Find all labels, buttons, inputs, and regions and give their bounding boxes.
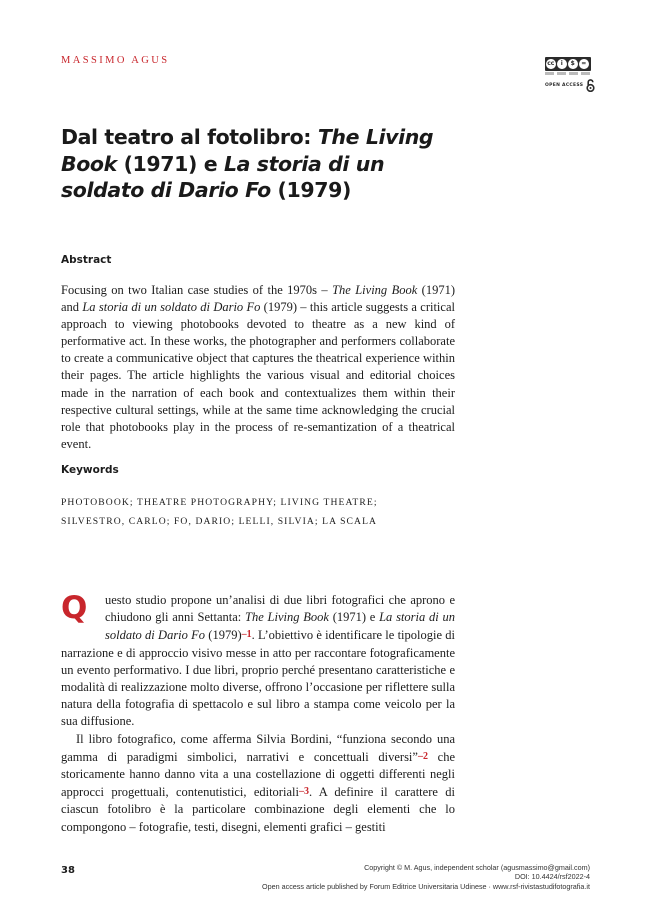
footnote-ref-2[interactable]: –2	[417, 750, 428, 762]
keywords-line-2: SILVESTRO, CARLO; FO, DARIO; LELLI, SILVIA; LA SCALA	[61, 516, 378, 527]
nc-icon: $	[568, 59, 578, 69]
nd-icon: =	[579, 59, 589, 69]
footnote-ref-3[interactable]: –3	[298, 786, 309, 798]
open-access-label: OPEN ACCESS	[545, 83, 584, 88]
drop-cap: Q	[61, 590, 88, 626]
footer-doi: DOI: 10.4424/rsf2022-4	[514, 872, 590, 882]
author-name: MASSIMO AGUS	[61, 55, 170, 66]
article-title: Dal teatro al fotolibro: The Living Book (1971) e La storia di un soldato di Dario Fo (1979)	[61, 125, 434, 202]
footnote-ref-1[interactable]: –1	[241, 629, 252, 641]
footer-info	[262, 863, 590, 891]
footer-publisher: Open access article published by Forum Editrice Universitaria Udinese · www.rsf-rivistastudifotografia.it	[262, 881, 590, 891]
abstract-text: Focusing on two Italian case studies of the 1970s – The Living Book (1971) and La storia di un soldato di Dario Fo (1979) – this article suggests a critical approach to viewing photobooks devoted to theatre as a new kind of performative act. In these works, the photographer and performers collaborate to create a communicative object that captures the theatrical experience within their pages. The article highlights the various visual and editorial choices made in the narration of each book and contextualizes them within their respective cultural settings, while at the same time acknowledging the crucial role that photobooks play in the process of re-semantization of a theatrical event.	[61, 283, 455, 451]
cc-icon: cc	[547, 60, 555, 67]
page-number: 38	[61, 865, 75, 876]
paragraph-2: Il libro fotografico, come afferma Silvia Bordini, “funziona secondo una gamma di paradigmi simbolici, narrativi e concettuali diversi”–2 che storicamente hanno danno vita a una costellazione di oggetti differenti negli approcci progettuali, contenutistici, editoriali–3. A definire il carattere di ciascun fotolibro è la particolare combinazione degli elementi che lo compongono – fotografie, testi, disegni, elementi grafici – gestiti	[61, 731, 455, 834]
by-icon: i	[557, 59, 567, 69]
keywords-heading: Keywords	[61, 464, 119, 476]
footer-copyright: Copyright © M. Agus, independent scholar (agusmassimo@gmail.com)	[364, 863, 590, 872]
open-access-badge	[545, 79, 595, 92]
body-text: Q uesto studio propone un’analisi di due libri fotografici che aprono e chiudono gli anni Settanta: The Living Book (1971) e La storia di un soldato di Dario Fo (1979)–1. L’obiettivo è identificare le tipologie di narrazione e di approccio visivo messe in atto per raccontare fotograficamente un evento performativo. I due libri, proprio perché presentano caratteristiche e modalità di realizzazione molto diverse, offrono l’occasione per riflettere sulla natura della fotografia di spettacolo e sul libro a stampa come veicolo per la sua diffusione. Il libro fotografico, come afferma Silvia Bordini, “funziona secondo una gamma di paradigmi simbolici, narrativi e concettuali diversi”–2 che storicamente hanno danno vita a una costellazione di oggetti differenti negli approcci progettuali, contenutistici, editoriali–3. A definire il carattere di ciascun fotolibro è la particolare combinazione degli elementi che lo compongono – fotografie, testi, disegni, elementi grafici – gestiti	[61, 592, 455, 836]
abstract-heading: Abstract	[61, 254, 112, 266]
cc-license-badge[interactable]	[545, 57, 591, 76]
keywords-line-1: PHOTOBOOK; THEATRE PHOTOGRAPHY; LIVING THEATRE;	[61, 497, 378, 508]
keywords-list	[61, 493, 455, 531]
open-lock-icon	[586, 79, 595, 92]
